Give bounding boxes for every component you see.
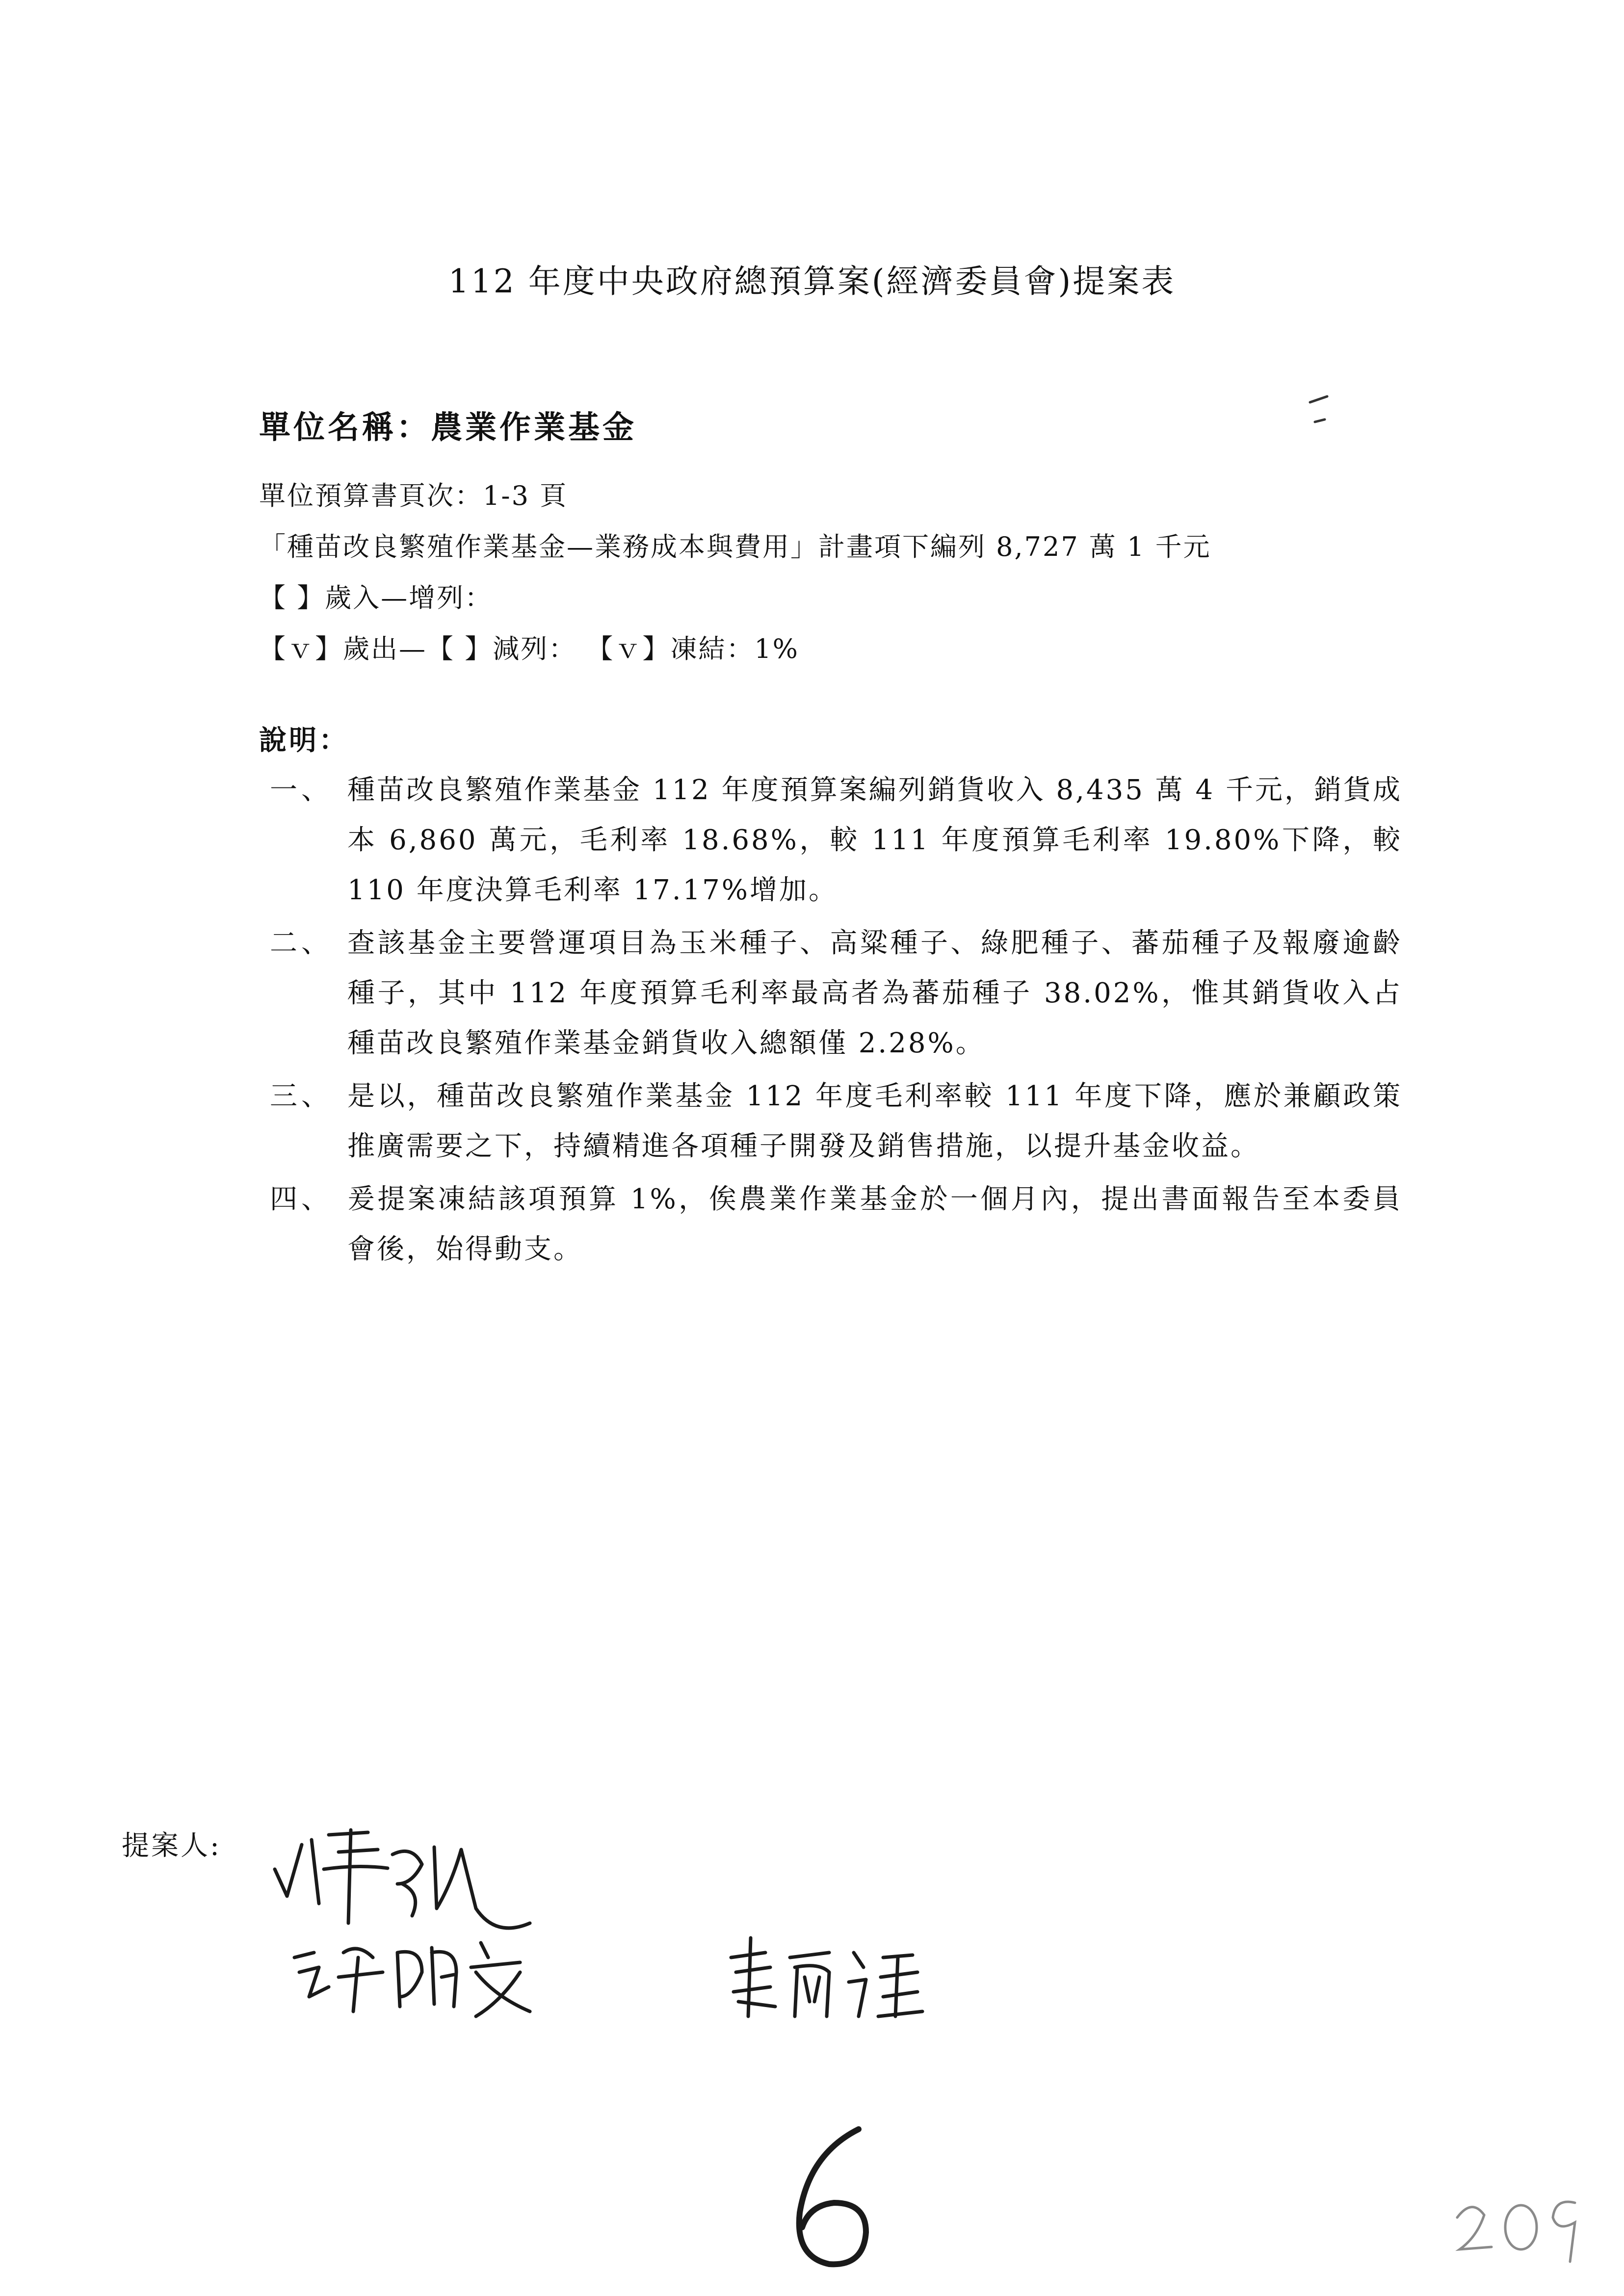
corner-page-number <box>1447 2168 1595 2267</box>
explanation-item <box>259 918 1402 1069</box>
item-text: 爰提案凍結該項預算 1%，俟農業作業基金於一個月內，提出書面報告至本委員會後，始得動支。 <box>347 1183 1402 1265</box>
item-number: 一、 <box>270 774 333 806</box>
signature-stroke <box>432 1948 456 2007</box>
signature-stroke <box>312 1840 319 1904</box>
signature-stroke <box>275 1845 302 1896</box>
explanation-list <box>259 765 1402 1278</box>
scan-mark <box>1305 392 1335 432</box>
signature-stroke <box>434 1847 530 1928</box>
explanation-heading: 說明： <box>259 724 349 757</box>
budget-page-reference: 單位預算書頁次：1-3 頁 <box>259 480 568 511</box>
handwritten-signatures <box>265 1810 1099 2065</box>
item-number: 四、 <box>270 1183 333 1215</box>
signature-stroke <box>393 1851 422 1916</box>
item-number: 二、 <box>270 927 333 959</box>
unit-name: 單位名稱：農業作業基金 <box>259 409 637 446</box>
item-number: 三、 <box>270 1080 333 1112</box>
signature-stroke <box>849 1953 922 2016</box>
signature-stroke <box>339 1949 383 2011</box>
expense-line: 【ｖ】歲出—【 】減列： 【ｖ】凍結：1% <box>259 633 799 664</box>
explanation-item <box>259 1071 1402 1172</box>
item-text: 查該基金主要營運項目為玉米種子、高粱種子、綠肥種子、蕃茄種子及報廢逾齡種子，其中 112 年度預算毛利率最高者為蕃茄種子 38.02%，惟其銷貨收入占種苗改良繁殖作業基金銷貨收入總額僅 2.28%。 <box>347 927 1402 1059</box>
revenue-line: 【 】歲入—增列： <box>259 582 493 613</box>
proposer-label: 提案人: <box>122 1830 221 1862</box>
handwritten-page-number <box>765 2119 893 2276</box>
signature-stroke <box>790 1953 829 2016</box>
signature-stroke <box>324 1830 388 1923</box>
item-text: 是以，種苗改良繁殖作業基金 112 年度毛利率較 111 年度下降，應於兼顧政策推廣需要之下，持續精進各項種子開發及銷售措施，以提升基金收益。 <box>347 1080 1402 1162</box>
signature-stroke <box>471 1943 530 2016</box>
plan-line: 「種苗改良繁殖作業基金—業務成本與費用」計畫項下編列 8,727 萬 1 千元 <box>259 531 1211 562</box>
explanation-item <box>259 1174 1402 1275</box>
signature-stroke <box>294 1953 329 1997</box>
item-text: 種苗改良繁殖作業基金 112 年度預算案編列銷貨收入 8,435 萬 4 千元，銷貨成本 6,860 萬元，毛利率 18.68%，較 111 年度預算毛利率 19.80%下降，較 110 年度決算毛利率 17.17%增加。 <box>347 774 1402 906</box>
signature-stroke <box>397 1952 422 2007</box>
signature-stroke <box>731 1938 775 2016</box>
explanation-item <box>259 765 1402 915</box>
document-title: 112 年度中央政府總預算案(經濟委員會)提案表 <box>448 262 1176 300</box>
